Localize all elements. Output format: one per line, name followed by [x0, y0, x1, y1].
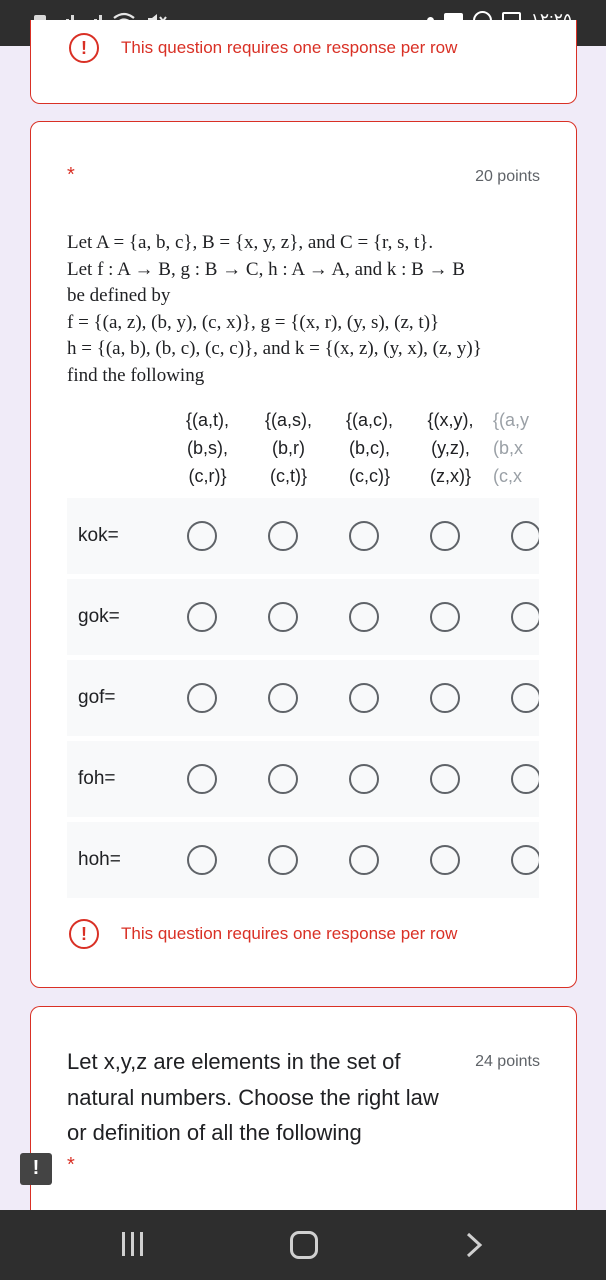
radio-button[interactable] [349, 764, 379, 794]
required-error [69, 919, 457, 949]
radio-button[interactable] [268, 683, 298, 713]
question-text-line: h = {(a, b), (b, c), (c, c)}, and k = {(x, z), (y, x), (z, y)} [67, 338, 482, 360]
column-header: {(a,c), (b,c), (c,c)} [345, 410, 393, 486]
row-label: hoh= [78, 849, 121, 870]
radio-button[interactable] [268, 602, 298, 632]
required-error [69, 33, 457, 63]
error-text: This question requires one response per row [121, 38, 458, 57]
grid-question-card [30, 121, 577, 988]
row-label: kok= [78, 525, 119, 546]
radio-button[interactable] [511, 845, 539, 875]
navigation-bar [0, 1210, 606, 1280]
required-asterisk: * [67, 164, 75, 186]
grid-row-hoh [67, 822, 539, 898]
next-question-card [30, 1006, 577, 1216]
radio-button[interactable] [511, 764, 539, 794]
back-icon[interactable] [464, 1230, 484, 1266]
error-icon: ! [69, 919, 99, 949]
row-label: gof= [78, 687, 116, 708]
required-asterisk: * [67, 1154, 75, 1176]
column-header: {(a,t), (b,s), (c,r)} [185, 410, 229, 486]
radio-button[interactable] [349, 683, 379, 713]
home-icon[interactable] [290, 1231, 318, 1259]
recent-apps-icon[interactable] [122, 1232, 143, 1256]
question-text-line: find the following [67, 364, 205, 386]
points-label: 20 points [475, 168, 540, 185]
radio-button[interactable] [268, 521, 298, 551]
radio-button[interactable] [511, 602, 539, 632]
radio-button[interactable] [187, 845, 217, 875]
radio-button[interactable] [430, 764, 460, 794]
radio-button[interactable] [187, 521, 217, 551]
radio-button[interactable] [430, 845, 460, 875]
error-text: This question requires one response per row [121, 924, 458, 943]
grid-row-gok [67, 579, 539, 655]
grid-column-headers [167, 406, 539, 494]
column-header: {(x,y), (y,z), (z,x)} [427, 410, 474, 486]
question-text-line: Let A = {a, b, c}, B = {x, y, z}, and C = {r, s, t}. [67, 232, 434, 253]
column-header: {(a,s), (b,r) (c,t)} [264, 410, 312, 486]
radio-button[interactable] [349, 602, 379, 632]
radio-button[interactable] [349, 845, 379, 875]
radio-button[interactable] [187, 683, 217, 713]
row-label: foh= [78, 768, 116, 789]
row-label: gok= [78, 606, 120, 627]
radio-button[interactable] [268, 845, 298, 875]
grid-row-gof [67, 660, 539, 736]
points-label: 24 points [475, 1053, 540, 1070]
question-text-line: be defined by [67, 285, 171, 307]
question-text-line: Let f : A → B, g : B → C, h : A → A, and k : B → B [67, 258, 465, 280]
radio-button[interactable] [430, 602, 460, 632]
question-text-line: f = {(a, z), (b, y), (c, x)}, g = {(x, r), (y, s), (z, t)} [67, 311, 440, 333]
question-text [67, 230, 547, 390]
error-icon: ! [69, 33, 99, 63]
radio-button[interactable] [430, 683, 460, 713]
radio-button[interactable] [268, 764, 298, 794]
grid-row-foh [67, 741, 539, 817]
feedback-icon[interactable]: ! [20, 1153, 52, 1185]
radio-button[interactable] [511, 683, 539, 713]
radio-button[interactable] [187, 602, 217, 632]
radio-button[interactable] [349, 521, 379, 551]
question-title: Let x,y,z are elements in the set of natural numbers. Choose the right law or definition of all the following [67, 1049, 439, 1145]
radio-button[interactable] [430, 521, 460, 551]
column-header: {(a,y (b,x (c,x [493, 410, 530, 486]
previous-question-card [30, 20, 577, 104]
grid-row-kok [67, 498, 539, 574]
radio-button[interactable] [187, 764, 217, 794]
radio-button[interactable] [511, 521, 539, 551]
